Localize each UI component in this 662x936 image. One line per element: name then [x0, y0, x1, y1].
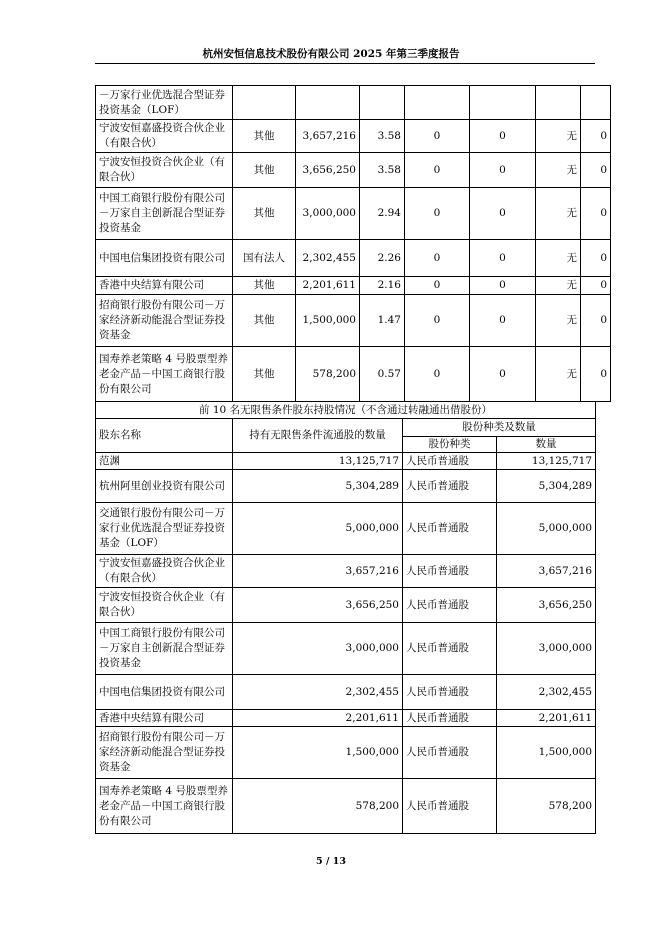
holder-type: 其他: [233, 347, 296, 402]
share-type: 人民币普通股: [403, 710, 497, 727]
holder-qty: 0: [581, 277, 611, 295]
unrestricted-holder-name: 杭州阿里创业投资有限公司: [96, 470, 233, 503]
holder-restricted: 0: [405, 188, 470, 240]
unrestricted-holder-qty: 2,302,455: [233, 675, 403, 710]
unrestricted-holder-name: 中国工商银行股份有限公司－万家自主创新混合型证券投资基金: [96, 623, 233, 675]
table-row: [96, 710, 596, 727]
page-header-title: 杭州安恒信息技术股份有限公司 2025 年第三季度报告: [202, 48, 460, 60]
holder-pledged: [470, 86, 536, 120]
holder-pct: [360, 86, 405, 120]
holder-restricted: [405, 86, 470, 120]
table-row: [96, 295, 611, 347]
unrestricted-holder-name: 宁波安恒嘉盛投资合伙企业（有限合伙）: [96, 555, 233, 588]
table-row: [96, 120, 611, 153]
holder-pct: 2.26: [360, 240, 405, 277]
table-row: [96, 188, 611, 240]
holder-type: 其他: [233, 188, 296, 240]
col-header-type-group: 股份种类及数量: [403, 419, 596, 437]
col-header-count: 数量: [497, 437, 596, 453]
unrestricted-holder-name: 招商银行股份有限公司－万家经济新动能混合型证券投资基金: [96, 727, 233, 779]
table-row: [96, 555, 596, 588]
holder-type: 其他: [233, 295, 296, 347]
share-count: 3,657,216: [497, 555, 596, 588]
holder-qty: 0: [581, 295, 611, 347]
share-count: 13,125,717: [497, 453, 596, 470]
table-row: [96, 727, 596, 779]
holder-type: 其他: [233, 120, 296, 153]
unrestricted-holders-table: [95, 401, 596, 834]
col-header-type: 股份种类: [403, 437, 497, 453]
holder-name: 中国工商银行股份有限公司－万家自主创新混合型证券投资基金: [96, 188, 233, 240]
holder-pledged: 0: [470, 240, 536, 277]
holder-name: －万家行业优选混合型证券投资基金（LOF）: [96, 86, 233, 120]
table-row: [96, 623, 596, 675]
holder-pledged: 0: [470, 347, 536, 402]
holder-type: 其他: [233, 277, 296, 295]
share-count: 578,200: [497, 779, 596, 834]
header-rule: [95, 63, 595, 64]
holder-status: 无: [536, 295, 581, 347]
holder-status: [536, 86, 581, 120]
table-row: [96, 453, 596, 470]
holder-pledged: 0: [470, 153, 536, 188]
unrestricted-holder-qty: 13,125,717: [233, 453, 403, 470]
unrestricted-holder-qty: 5,000,000: [233, 503, 403, 555]
holder-restricted: 0: [405, 240, 470, 277]
holder-status: 无: [536, 188, 581, 240]
holder-pledged: 0: [470, 295, 536, 347]
holder-type: [233, 86, 296, 120]
holder-qty: 0: [581, 347, 611, 402]
unrestricted-holder-qty: 3,656,250: [233, 588, 403, 623]
holder-shares: 2,201,611: [296, 277, 360, 295]
holder-qty: 0: [581, 240, 611, 277]
holder-qty: 0: [581, 153, 611, 188]
share-type: 人民币普通股: [403, 675, 497, 710]
holder-status: 无: [536, 120, 581, 153]
share-type: 人民币普通股: [403, 453, 497, 470]
table-row: [96, 588, 596, 623]
holder-pledged: 0: [470, 277, 536, 295]
share-type: 人民币普通股: [403, 779, 497, 834]
share-type: 人民币普通股: [403, 470, 497, 503]
holder-status: 无: [536, 153, 581, 188]
share-count: 3,000,000: [497, 623, 596, 675]
section-title: 前 10 名无限售条件股东持股情况（不含通过转融通出借股份）: [96, 402, 596, 419]
share-count: 5,000,000: [497, 503, 596, 555]
table-row: [96, 86, 611, 120]
holder-restricted: 0: [405, 120, 470, 153]
unrestricted-holder-qty: 3,000,000: [233, 623, 403, 675]
share-count: 1,500,000: [497, 727, 596, 779]
page-number: 5 / 13: [316, 856, 346, 867]
holder-type: 其他: [233, 153, 296, 188]
holder-status: 无: [536, 347, 581, 402]
unrestricted-holder-qty: 3,657,216: [233, 555, 403, 588]
unrestricted-holder-name: 香港中央结算有限公司: [96, 710, 233, 727]
unrestricted-holder-qty: 5,304,289: [233, 470, 403, 503]
share-count: 3,656,250: [497, 588, 596, 623]
holder-shares: 578,200: [296, 347, 360, 402]
holder-name: 香港中央结算有限公司: [96, 277, 233, 295]
holder-restricted: 0: [405, 153, 470, 188]
table-row: [96, 240, 611, 277]
unrestricted-holder-name: 国寿养老策略 4 号股票型养老金产品－中国工商银行股份有限公司: [96, 779, 233, 834]
table-row: [96, 277, 611, 295]
holder-shares: 1,500,000: [296, 295, 360, 347]
holder-type: 国有法人: [233, 240, 296, 277]
holder-name: 中国电信集团投资有限公司: [96, 240, 233, 277]
holder-qty: 0: [581, 120, 611, 153]
col-header-name: 股东名称: [96, 419, 233, 453]
holder-shares: 3,000,000: [296, 188, 360, 240]
table-row: [96, 347, 611, 402]
holder-qty: [581, 86, 611, 120]
share-count: 2,201,611: [497, 710, 596, 727]
holder-pct: 1.47: [360, 295, 405, 347]
holder-pct: 3.58: [360, 153, 405, 188]
holder-shares: 3,657,216: [296, 120, 360, 153]
table-header-row: [96, 419, 596, 437]
section-title-row: [96, 402, 596, 419]
unrestricted-holder-qty: 578,200: [233, 779, 403, 834]
holder-pct: 3.58: [360, 120, 405, 153]
share-count: 5,304,289: [497, 470, 596, 503]
holder-restricted: 0: [405, 347, 470, 402]
table-row: [96, 503, 596, 555]
holder-shares: 3,656,250: [296, 153, 360, 188]
holder-pledged: 0: [470, 188, 536, 240]
table-row: [96, 470, 596, 503]
share-type: 人民币普通股: [403, 503, 497, 555]
holder-restricted: 0: [405, 295, 470, 347]
unrestricted-holder-name: 中国电信集团投资有限公司: [96, 675, 233, 710]
table-row: [96, 153, 611, 188]
holder-status: 无: [536, 240, 581, 277]
holder-name: 国寿养老策略 4 号股票型养老金产品－中国工商银行股份有限公司: [96, 347, 233, 402]
holder-pledged: 0: [470, 120, 536, 153]
share-count: 2,302,455: [497, 675, 596, 710]
col-header-qty: 持有无限售条件流通股的数量: [233, 419, 403, 453]
unrestricted-holder-name: 交通银行股份有限公司－万家行业优选混合型证券投资基金（LOF）: [96, 503, 233, 555]
holder-pct: 2.94: [360, 188, 405, 240]
share-type: 人民币普通股: [403, 727, 497, 779]
holder-name: 招商银行股份有限公司－万家经济新动能混合型证券投资基金: [96, 295, 233, 347]
holder-pct: 2.16: [360, 277, 405, 295]
share-type: 人民币普通股: [403, 623, 497, 675]
unrestricted-holder-name: 范渊: [96, 453, 233, 470]
holder-restricted: 0: [405, 277, 470, 295]
holder-shares: 2,302,455: [296, 240, 360, 277]
table-row: [96, 779, 596, 834]
holder-name: 宁波安恒嘉盛投资合伙企业（有限合伙）: [96, 120, 233, 153]
share-type: 人民币普通股: [403, 588, 497, 623]
holder-name: 宁波安恒投资合伙企业（有限合伙）: [96, 153, 233, 188]
unrestricted-holder-qty: 2,201,611: [233, 710, 403, 727]
share-type: 人民币普通股: [403, 555, 497, 588]
top10-holders-table: [95, 85, 611, 402]
holder-pct: 0.57: [360, 347, 405, 402]
holder-shares: [296, 86, 360, 120]
table-row: [96, 675, 596, 710]
unrestricted-holder-qty: 1,500,000: [233, 727, 403, 779]
unrestricted-holder-name: 宁波安恒投资合伙企业（有限合伙）: [96, 588, 233, 623]
holder-status: 无: [536, 277, 581, 295]
holder-qty: 0: [581, 188, 611, 240]
